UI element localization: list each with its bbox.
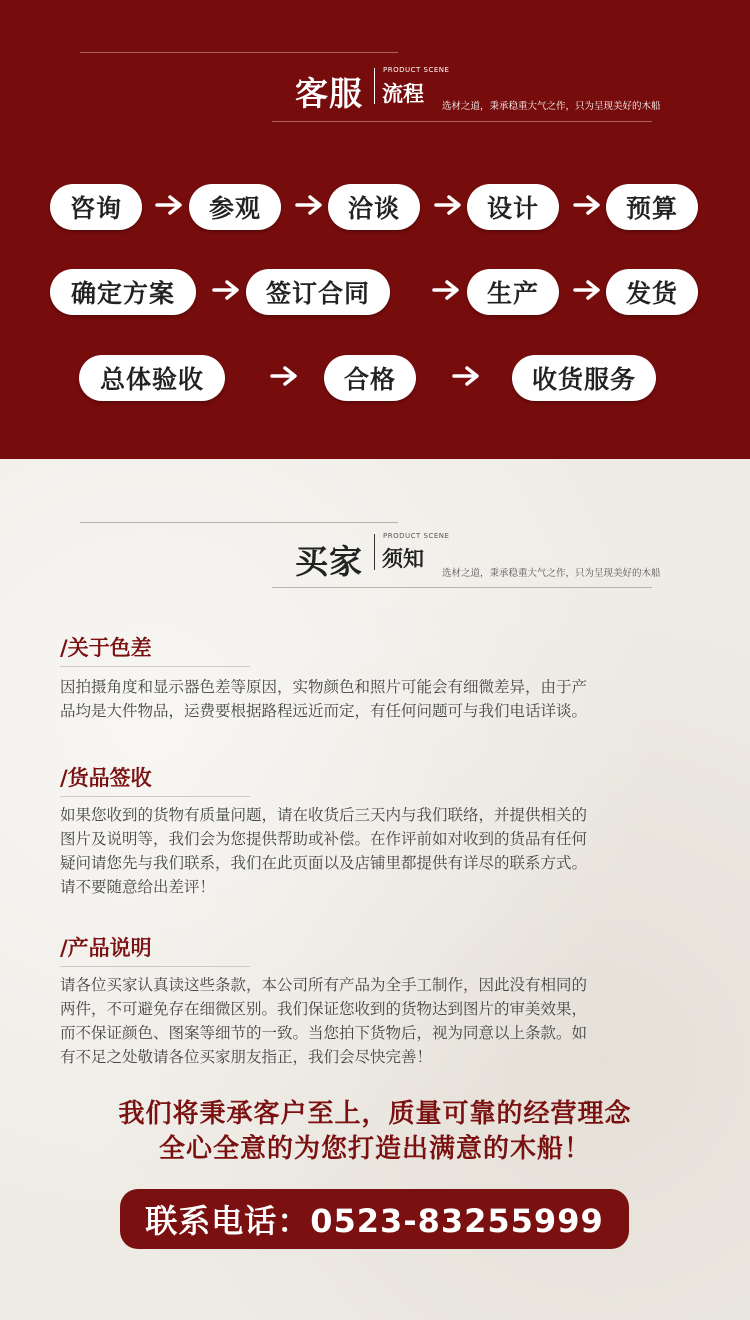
section-title-color-difference: /关于色差 [60, 636, 152, 660]
body-line: 图片及说明等，我们会为您提供帮助或补偿。在作评前如对收到的货品有任何 [60, 830, 588, 848]
body-line: 请各位买家认真读这些条款，本公司所有产品为全手工制作，因此没有相同的 [60, 976, 588, 994]
step-negotiate: 洽谈 [328, 184, 420, 230]
section-divider [60, 666, 250, 667]
header-rule [80, 52, 398, 53]
arrow-right-icon [434, 195, 462, 215]
step-confirm-plan: 确定方案 [50, 269, 196, 315]
header-rule [272, 121, 652, 122]
header-title-small: 流程 [382, 82, 424, 106]
arrow-right-icon [295, 195, 323, 215]
header-slogan: 选材之道，秉承稳重大气之作，只为呈现美好的木船 [442, 101, 661, 112]
promise-line-1: 我们将秉承客户至上，质量可靠的经营理念 [118, 1099, 632, 1129]
arrow-right-icon [573, 280, 601, 300]
step-qualified: 合格 [324, 355, 416, 401]
header-title-big: 客服 [295, 74, 363, 113]
step-budget: 预算 [606, 184, 698, 230]
body-line: 请不要随意给出差评！ [60, 878, 216, 896]
notice-header [0, 518, 750, 598]
step-after-service: 收货服务 [512, 355, 656, 401]
header-title-big: 买家 [295, 542, 363, 581]
step-visit: 参观 [189, 184, 281, 230]
header-rule [272, 587, 652, 588]
header-title-small: 须知 [382, 547, 424, 571]
section-body-color-difference [60, 675, 680, 723]
section-body-product-description [60, 973, 680, 1069]
header-subtitle-en: PRODUCT SCENE [383, 532, 450, 540]
header-rule [80, 522, 398, 523]
header-divider [374, 534, 375, 570]
step-design: 设计 [467, 184, 559, 230]
contact-phone-banner: 联系电话：0523-83255999 [120, 1189, 629, 1249]
arrow-right-icon [432, 280, 460, 300]
body-line: 疑问请您先与我们联系，我们在此页面以及店铺里都提供有详尽的联系方式。 [60, 854, 588, 872]
step-acceptance: 总体验收 [79, 355, 225, 401]
section-divider [60, 966, 250, 967]
body-line: 而不保证颜色、图案等细节的一致。当您拍下货物后，视为同意以上条款。如 [60, 1024, 588, 1042]
body-line: 如果您收到的货物有质量问题，请在收货后三天内与我们联络，并提供相关的 [60, 806, 588, 824]
service-header [0, 48, 750, 128]
header-divider [374, 68, 375, 104]
step-produce: 生产 [467, 269, 559, 315]
step-ship: 发货 [606, 269, 698, 315]
body-line: 品均是大件物品，运费要根据路程远近而定，有任何问题可与我们电话详谈。 [60, 702, 588, 720]
arrow-right-icon [452, 366, 480, 386]
arrow-right-icon [573, 195, 601, 215]
promise-line-2: 全心全意的为您打造出满意的木船！ [158, 1134, 591, 1164]
body-line: 有不足之处敬请各位买家朋友指正，我们会尽快完善！ [60, 1048, 433, 1066]
service-process-panel [0, 0, 750, 459]
section-body-receipt [60, 803, 680, 899]
header-subtitle-en: PRODUCT SCENE [383, 66, 450, 74]
arrow-right-icon [212, 280, 240, 300]
arrow-right-icon [155, 195, 183, 215]
header-slogan: 选材之道，秉承稳重大气之作，只为呈现美好的木船 [442, 568, 661, 579]
step-sign-contract: 签订合同 [246, 269, 390, 315]
section-divider [60, 796, 250, 797]
section-title-receipt: /货品签收 [60, 766, 152, 790]
section-title-product-description: /产品说明 [60, 936, 152, 960]
step-consult: 咨询 [50, 184, 142, 230]
body-line: 两件，不可避免存在细微区别。我们保证您收到的货物达到图片的审美效果， [60, 1000, 588, 1018]
body-line: 因拍摄角度和显示器色差等原因，实物颜色和照片可能会有细微差异，由于产 [60, 678, 588, 696]
arrow-right-icon [270, 366, 298, 386]
